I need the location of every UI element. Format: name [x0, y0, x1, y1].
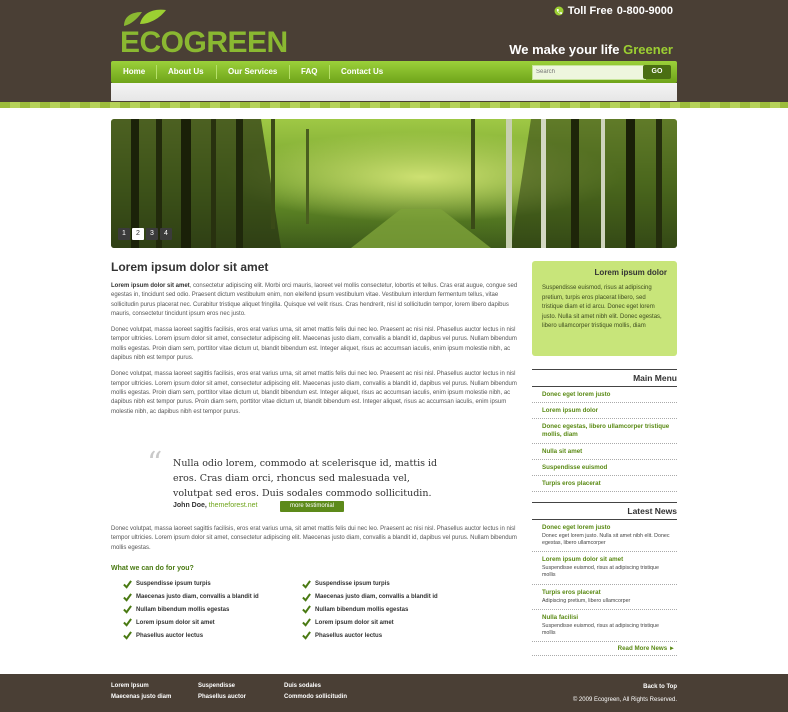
sidebar-menu-item[interactable]: Donec eget lorem justo: [542, 391, 611, 398]
divider: [532, 443, 677, 444]
check-icon: [123, 618, 132, 627]
list-item: [302, 616, 438, 629]
divider: [532, 459, 677, 460]
list-item: [302, 578, 438, 591]
sub-nav-bar: [111, 83, 677, 101]
news-item-text: Suspendisse euismod, risus at adipiscing tristique mollis: [542, 623, 659, 636]
slider-page-1[interactable]: 1: [118, 228, 130, 240]
list-item: [123, 604, 259, 617]
list-item-label: Lorem ipsum dolor sit amet: [136, 619, 215, 626]
list-item: [123, 578, 259, 591]
search-go-button[interactable]: GO: [643, 65, 671, 79]
checklist-left: [123, 578, 259, 642]
footer-link[interactable]: Maecenas justo diam: [111, 694, 172, 700]
news-item-title[interactable]: Turpis eros placerat: [542, 589, 601, 596]
nav-divider: [216, 65, 217, 79]
footer-link[interactable]: Suspendisse: [198, 683, 236, 689]
main-content-2: [111, 525, 519, 560]
nav-divider: [329, 65, 330, 79]
main-content: [111, 260, 519, 424]
sidebar-menu-item[interactable]: Turpis eros placerat: [542, 480, 601, 487]
hero-slider: [111, 119, 677, 248]
news-item-text: Suspendisse euismod, risus at adipiscing tristique mollis: [542, 565, 659, 578]
toll-free-label: Toll Free: [567, 5, 613, 17]
list-item-label: Phasellus auctor lectus: [136, 632, 204, 639]
list-item-label: Maecenas justo diam, convallis a blandit id: [315, 594, 438, 601]
check-icon: [123, 605, 132, 614]
news-item-title[interactable]: Donec eget lorem justo: [542, 524, 611, 531]
footer-link[interactable]: Commodo sollicitudin: [284, 694, 347, 700]
check-icon: [302, 580, 311, 589]
list-item-label: Phasellus auctor lectus: [315, 632, 383, 639]
check-icon: [123, 631, 132, 640]
news-item-title[interactable]: Nulla facilisi: [542, 614, 579, 621]
list-item: [123, 629, 259, 642]
copyright: © 2009 Ecogreen, All Rights Reserved.: [572, 697, 677, 703]
list-item-label: Suspendisse ipsum turpis: [136, 581, 211, 588]
paragraph-1-bold: Lorem ipsum dolor sit amet: [111, 283, 190, 289]
nav-faq[interactable]: FAQ: [301, 67, 318, 76]
divider: [532, 418, 677, 419]
list-item-label: Nullam bibendum mollis egestas: [136, 606, 230, 613]
news-item-text: Donec eget lorem justo. Nulla sit amet nibh elit. Donec egestas, libero ullamcorper: [542, 533, 670, 546]
footer-link[interactable]: Duis sodales: [284, 683, 322, 689]
services-heading: What we can do for you?: [111, 565, 194, 572]
check-icon: [302, 593, 311, 602]
divider: [532, 551, 677, 552]
nav-divider: [156, 65, 157, 79]
tagline-highlight: Greener: [623, 42, 673, 57]
testimonial-author-name: John Doe,: [173, 502, 207, 509]
news-item-title[interactable]: Lorem ipsum dolor sit amet: [542, 556, 624, 563]
check-icon: [123, 593, 132, 602]
divider: [532, 386, 677, 387]
leaf-icon: [118, 6, 168, 28]
list-item: [302, 591, 438, 604]
slider-page-3[interactable]: 3: [146, 228, 158, 240]
divider: [532, 655, 677, 656]
divider: [532, 475, 677, 476]
paragraph-1: [111, 282, 519, 319]
callout-text: Suspendisse euismod, risus at adipiscing pretium, turpis eros placerat libero, sed tristique diam et id arcu. Donec eget lorem justo. Nulla sit amet nibh elit. Donec egestas, libero ullamcorper tristique mollis, diam: [542, 285, 662, 330]
logo[interactable]: [118, 6, 288, 59]
divider: [532, 402, 677, 403]
quote-mark-icon: “: [147, 446, 163, 481]
check-icon: [302, 631, 311, 640]
phone-icon: [554, 6, 564, 16]
nav-contact-us[interactable]: Contact Us: [341, 67, 384, 76]
nav-about-us[interactable]: About Us: [168, 67, 204, 76]
slider-page-2[interactable]: 2: [132, 228, 144, 240]
check-icon: [302, 605, 311, 614]
tagline: [509, 42, 673, 57]
paragraph-3: Donec volutpat, massa laoreet sagittis facilisis, eros erat varius urna, sit amet mattis felis dui nec leo. Praesent ac nisi nisl. Phasellus auctor lectus in nisl tempor ultricies. Lorem ipsum dolor sit amet, consectetur adipiscing elit. Maecenas justo diam, convallis a blandit id, dapibus vel purus. Nullam bibendum mollis egestas. Proin diam sem, porttitor vitae dictum ut, blandit bibendum est. Integer aliquet, risus ac accumsan iaculis, enim ipsum molestie nibh, ac dapibus nibh est tempor purus. Proin diam sem, porttitor vitae dictum ut, blandit bibendum est. Integer aliquet, risus ac accumsan iaculis, enim ipsum molestie nibh, ac dapibus nibh est tempor purus.: [111, 371, 517, 415]
testimonial-text: Nulla odio lorem, commodo at scelerisque id, mattis id eros. Cras diam orci, rhoncus sed malesuada vel, volutpat sed eros. Duis sodales commodo sollicitudin.: [173, 458, 438, 500]
toll-free: [554, 5, 673, 17]
list-item-label: Suspendisse ipsum turpis: [315, 581, 390, 588]
slider-page-4[interactable]: 4: [160, 228, 172, 240]
list-item-label: Nullam bibendum mollis egestas: [315, 606, 409, 613]
main-menu-title: Main Menu: [633, 373, 677, 383]
slider-pager: [118, 228, 172, 240]
footer: [0, 674, 788, 712]
paragraph-1-text: , consectetur adipiscing elit. Morbi orci mauris, laoreet vel mollis consectetur, lobortis et tellus. Cras erat augue, congue sed egestas in, tincidunt sed odio. Praesent dictum vestibulum enim, non eleifend ipsum vestibulum vitae. Vestibulum interdum fermentum tellus, vitae sollicitudin purus placerat nec. Curabitur tristique aliquet fringilla. Quisque vel velit risus. Cras hendrerit, nisl id sollicitudin tempor, lorem libero dapibus mauris, consectetur tincidunt ipsum eros nec justo.: [111, 283, 518, 317]
callout-title: Lorem ipsum dolor: [594, 268, 667, 277]
footer-link[interactable]: Lorem Ipsum: [111, 683, 149, 689]
header-stripe: [0, 102, 788, 108]
divider: [532, 609, 677, 610]
sidebar-menu-item[interactable]: Suspendisse euismod: [542, 464, 608, 471]
sidebar-menu-item[interactable]: Lorem ipsum dolor: [542, 407, 599, 414]
divider: [532, 519, 677, 520]
divider: [532, 502, 677, 503]
divider: [532, 584, 677, 585]
divider: [532, 369, 677, 370]
more-testimonial-button[interactable]: more testimonial: [280, 501, 344, 512]
paragraph-4: Donec volutpat, massa laoreet sagittis facilisis, eros erat varius urna, sit amet mattis felis dui nec leo. Praesent ac nisi nisl. Phasellus auctor lectus in nisl tempor ultricies. Lorem ipsum dolor sit amet, consectetur adipiscing elit. Maecenas justo diam, convallis a blandit id, dapibus vel purus. Nullam bibendum mollis egestas.: [111, 526, 517, 551]
check-icon: [302, 618, 311, 627]
list-item: [302, 604, 438, 617]
news-item-text: Adipiscing pretium, libero ullamcorper: [542, 598, 631, 604]
testimonial-author: [173, 502, 257, 509]
divider: [532, 491, 677, 492]
search-input[interactable]: [532, 65, 646, 80]
page-title: Lorem ipsum dolor sit amet: [111, 260, 269, 274]
list-item-label: Maecenas justo diam, convallis a blandit id: [136, 594, 259, 601]
read-more-news-link[interactable]: Read More News ►: [617, 645, 675, 652]
testimonial-author-site[interactable]: themeforest.net: [208, 502, 258, 509]
back-to-top-link[interactable]: Back to Top: [643, 684, 677, 690]
latest-news-title: Latest News: [627, 506, 677, 516]
sidebar-menu-item[interactable]: Donec egestas, libero ullamcorper tristique mollis, diam: [542, 423, 670, 439]
checklist-right: [302, 578, 438, 642]
paragraph-2: Donec volutpat, massa laoreet sagittis facilisis, eros erat varius urna, sit amet mattis felis dui nec leo. Praesent ac nisi nisl. Phasellus auctor lectus in nisl tempor ultricies. Lorem ipsum dolor sit amet, consectetur adipiscing elit. Maecenas justo diam, convallis a blandit id, dapibus vel purus. Nullam bibendum mollis egestas. Proin diam sem, porttitor vitae dictum ut, blandit bibendum est. Integer aliquet, risus ac accumsan iaculis, enim ipsum molestie nibh, ac dapibus nibh est tempor purus.: [111, 327, 517, 362]
forest-image: [111, 119, 677, 248]
divider: [532, 641, 677, 642]
list-item: [302, 629, 438, 642]
sidebar-callout: [532, 261, 677, 356]
check-icon: [123, 580, 132, 589]
nav-divider: [289, 65, 290, 79]
tagline-prefix: We make your life: [509, 42, 620, 57]
sidebar-menu-item[interactable]: Nulla sit amet: [542, 448, 583, 455]
nav-home[interactable]: Home: [123, 67, 146, 76]
logo-text: ECOGREEN: [120, 26, 288, 59]
footer-link[interactable]: Phasellus auctor: [198, 694, 247, 700]
list-item: [123, 591, 259, 604]
toll-free-number: 0-800-9000: [616, 5, 673, 17]
list-item-label: Lorem ipsum dolor sit amet: [315, 619, 394, 626]
list-item: [123, 616, 259, 629]
nav-our-services[interactable]: Our Services: [228, 67, 278, 76]
